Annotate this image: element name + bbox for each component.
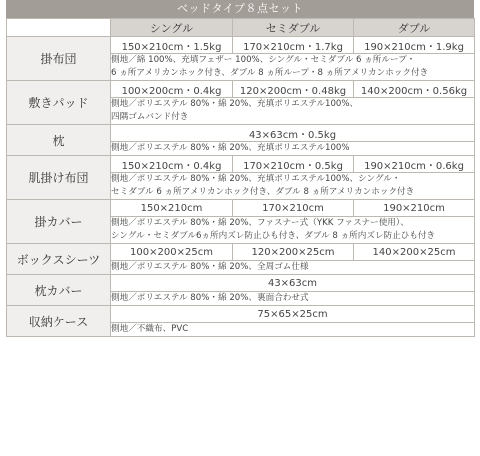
- row-label: 収納ケース: [7, 306, 111, 337]
- description-line: セミダブル 6 ヵ所アメリカンホック付き、ダブル 8 ヵ所アメリカンホック付き: [111, 187, 415, 197]
- description-cell: [111, 261, 475, 275]
- size-value-cell: 43×63cm・0.5kg: [111, 125, 475, 142]
- spec-row-values: [7, 37, 475, 54]
- row-label: 掛布団: [7, 37, 111, 81]
- row-label: 掛カバー: [7, 200, 111, 244]
- description-cell: [111, 173, 475, 200]
- description-line: 側地／不織布、PVC: [111, 324, 189, 334]
- size-value-cell: 150×210cm・1.5kg: [111, 37, 233, 54]
- spec-row-values: [7, 244, 475, 261]
- description-line: 側地／ポリエステル 80%・綿 20%、充填ポリエステル100%、シングル・: [111, 174, 401, 184]
- column-header-row: [7, 19, 475, 37]
- column-header-semi-double: セミダブル: [233, 19, 354, 37]
- size-value-cell: 190×210cm・1.9kg: [354, 37, 475, 54]
- row-label: 肌掛け布団: [7, 156, 111, 200]
- table-title: ベッドタイプ８点セット: [6, 0, 474, 18]
- description-line: 側地／ポリエステル 80%・綿 20%、ファスナー式（YKK ファスナー使用）、: [111, 218, 409, 228]
- size-value-cell: 75×65×25cm: [111, 306, 475, 323]
- description-cell: [111, 217, 475, 244]
- spec-row-values: [7, 81, 475, 98]
- description-line: 側地／ポリエステル 80%・綿 20%、全周ゴム仕様: [111, 262, 309, 272]
- row-label: 枕: [7, 125, 111, 156]
- row-label: 敷きパッド: [7, 81, 111, 125]
- row-label: 枕カバー: [7, 275, 111, 306]
- spec-row-values: [7, 200, 475, 217]
- size-value-cell: 190×210cm・0.6kg: [354, 156, 475, 173]
- description-line: シングル・セミダブル6ヵ所内ズレ防止ひも付き、ダブル 8 ヵ所内ズレ防止ひも付き: [111, 231, 436, 241]
- description-line: 側地／綿 100%、充填フェザー 100%、シングル・セミダブル 6 ヵ所ループ・: [111, 55, 416, 65]
- size-value-cell: 170×210cm: [233, 200, 354, 217]
- size-value-cell: 170×210cm・0.5kg: [233, 156, 354, 173]
- size-value-cell: 140×200×25cm: [354, 244, 475, 261]
- spec-table: [6, 18, 475, 337]
- column-header-single: シングル: [111, 19, 233, 37]
- description-cell: [111, 54, 475, 81]
- size-value-cell: 120×200cm・0.48kg: [233, 81, 354, 98]
- spec-row-values: [7, 156, 475, 173]
- description-line: 側地／ポリエステル 80%・綿 20%、裏面合わせ式: [111, 293, 309, 303]
- header-blank-cell: [7, 19, 111, 37]
- row-label: ボックスシーツ: [7, 244, 111, 275]
- size-value-cell: 140×200cm・0.56kg: [354, 81, 475, 98]
- column-header-double: ダブル: [354, 19, 475, 37]
- size-value-cell: 170×210cm・1.7kg: [233, 37, 354, 54]
- size-value-cell: 150×210cm: [111, 200, 233, 217]
- size-value-cell: 100×200×25cm: [111, 244, 233, 261]
- description-cell: [111, 323, 475, 337]
- size-value-cell: 100×200cm・0.4kg: [111, 81, 233, 98]
- description-line: 側地／ポリエステル 80%・綿 20%、充填ポリエステル100%、: [111, 99, 359, 109]
- size-value-cell: 190×210cm: [354, 200, 475, 217]
- description-cell: [111, 98, 475, 125]
- spec-row-values: [7, 125, 475, 142]
- description-cell: [111, 142, 475, 156]
- size-value-cell: 43×63cm: [111, 275, 475, 292]
- size-value-cell: 120×200×25cm: [233, 244, 354, 261]
- spec-row-values: [7, 275, 475, 292]
- description-line: 6 ヵ所アメリカンホック付き、ダブル 8 ヵ所ループ・8 ヵ所アメリカンホック付き: [111, 68, 429, 78]
- description-line: 四隅ゴムバンド付き: [111, 112, 189, 122]
- description-cell: [111, 292, 475, 306]
- description-line: 側地／ポリエステル 80%・綿 20%、充填ポリエステル100%: [111, 143, 350, 153]
- size-value-cell: 150×210cm・0.4kg: [111, 156, 233, 173]
- spec-row-values: [7, 306, 475, 323]
